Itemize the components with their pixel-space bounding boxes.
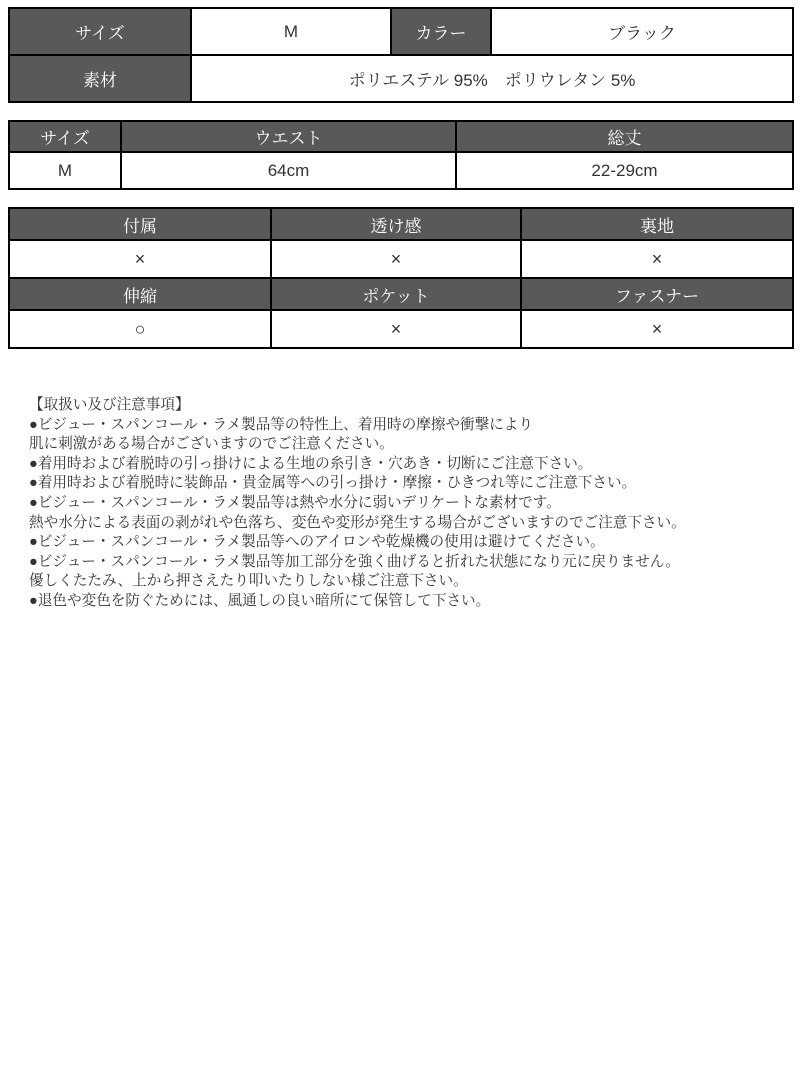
- feature-value-accessories: ×: [9, 240, 271, 278]
- measurements-value-row: [9, 152, 793, 189]
- feature-header-accessories: 付属: [9, 208, 271, 240]
- care-notes: [29, 396, 780, 612]
- feature-value-stretch: ○: [9, 310, 271, 348]
- color-label: カラー: [391, 8, 491, 55]
- feature-value-lining: ×: [521, 240, 793, 278]
- care-note-line: ●着用時および着脱時に装飾品・貴金属等への引っ掛け・摩擦・ひきつれ等にご注意下さい。: [29, 475, 637, 492]
- measure-value-length: 22-29cm: [456, 152, 793, 189]
- feature-header-lining: 裏地: [521, 208, 793, 240]
- measurements-header-row: [9, 121, 793, 152]
- features-header-row-2: [9, 278, 793, 310]
- care-note-line: ●ビジュー・スパンコール・ラメ製品等は熱や水分に弱いデリケートな素材です。: [29, 494, 561, 511]
- spec-row-material: [9, 55, 793, 102]
- care-note-line: ●着用時および着脱時の引っ掛けによる生地の糸引き・穴あき・切断にご注意下さい。: [29, 455, 593, 472]
- features-table: [8, 207, 794, 349]
- measure-value-size: M: [9, 152, 121, 189]
- color-value: ブラック: [491, 8, 793, 55]
- feature-header-sheerness: 透け感: [271, 208, 521, 240]
- size-label: サイズ: [9, 8, 191, 55]
- care-note-line: ●ビジュー・スパンコール・ラメ製品等加工部分を強く曲げると折れた状態になり元に戻りません。: [29, 553, 680, 570]
- spec-table: [8, 7, 794, 103]
- measure-value-waist: 64cm: [121, 152, 456, 189]
- measurements-table: [8, 120, 794, 190]
- feature-value-pockets: ×: [271, 310, 521, 348]
- measure-header-waist: ウエスト: [121, 121, 456, 152]
- measure-header-size: サイズ: [9, 121, 121, 152]
- spec-row-size-color: [9, 8, 793, 55]
- features-value-row-2: [9, 310, 793, 348]
- care-note-line: 優しくたたみ、上から押さえたり叩いたりしない様ご注意下さい。: [29, 573, 468, 590]
- feature-value-sheerness: ×: [271, 240, 521, 278]
- care-notes-heading: 【取扱い及び注意事項】: [29, 397, 190, 413]
- features-header-row-1: [9, 208, 793, 240]
- care-note-line: ●ビジュー・スパンコール・ラメ製品等へのアイロンや乾燥機の使用は避けてください。: [29, 534, 605, 551]
- feature-header-zipper: ファスナー: [521, 278, 793, 310]
- measure-header-length: 総丈: [456, 121, 793, 152]
- care-note-line: ●退色や変色を防ぐためには、風通しの良い暗所にて保管して下さい。: [29, 592, 491, 609]
- features-value-row-1: [9, 240, 793, 278]
- care-note-line: 肌に刺激がある場合がございますのでご注意ください。: [29, 436, 394, 453]
- material-value: ポリエステル 95% ポリウレタン 5%: [191, 55, 793, 102]
- feature-header-pockets: ポケット: [271, 278, 521, 310]
- feature-header-stretch: 伸縮: [9, 278, 271, 310]
- care-note-line: 熱や水分による表面の剥がれや色落ち、変色や変形が発生する場合がございますのでご注意下さい。: [29, 514, 686, 531]
- size-value: M: [191, 8, 391, 55]
- care-note-line: ●ビジュー・スパンコール・ラメ製品等の特性上、着用時の摩擦や衝撃により: [29, 416, 533, 433]
- feature-value-zipper: ×: [521, 310, 793, 348]
- material-label: 素材: [9, 55, 191, 102]
